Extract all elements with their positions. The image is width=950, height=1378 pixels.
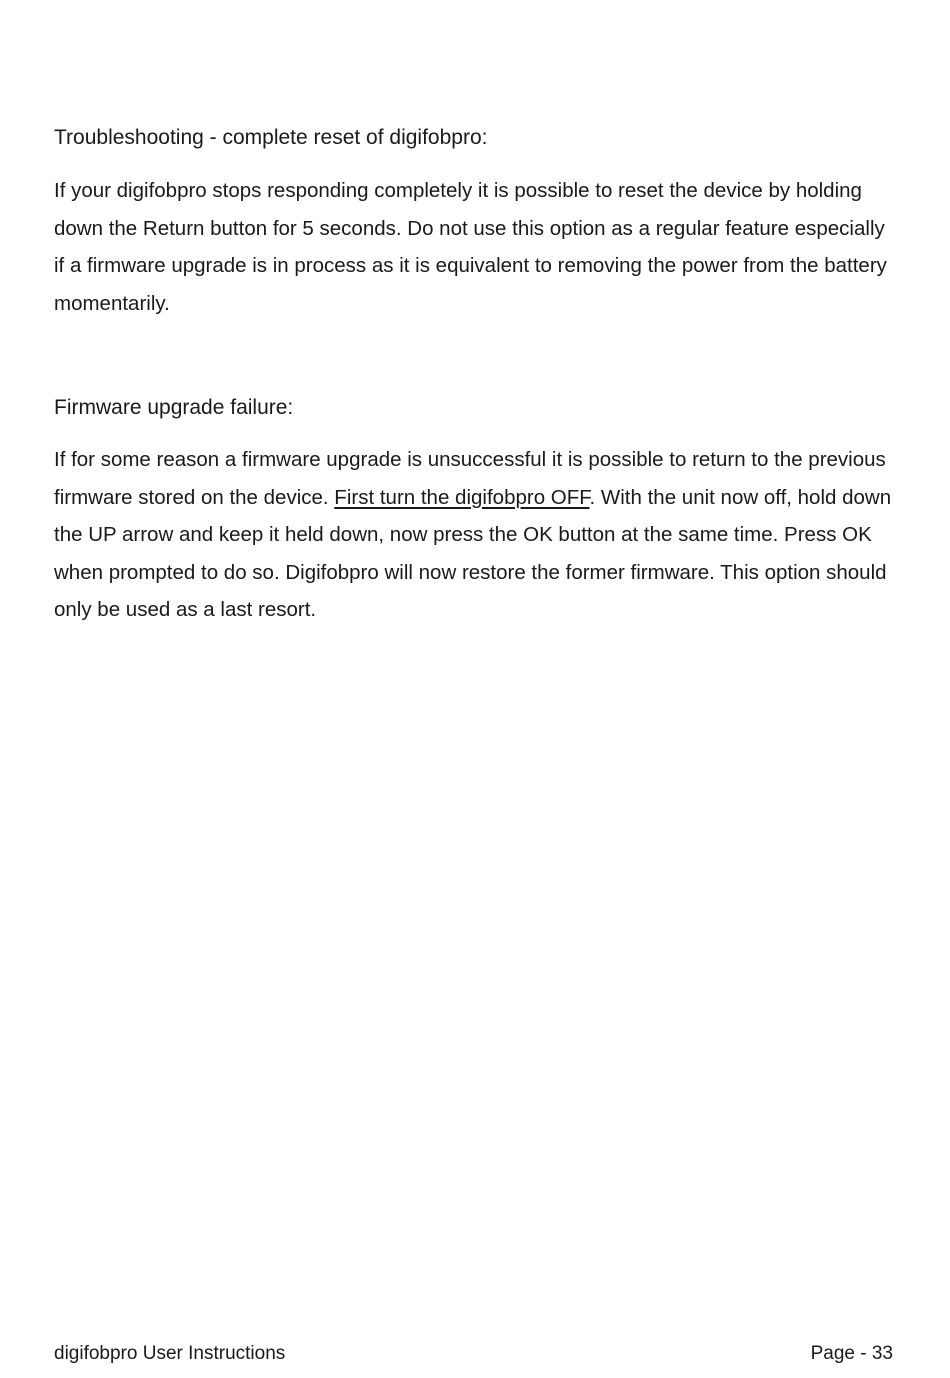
page-footer — [54, 1340, 893, 1368]
firmware-failure-text-end: . With the unit now off, hold down the UP arrow and keep it held down, now press the OK button at the same time. Press OK when prompted to do so. Digifobpro will now restore the former firmware. This option should only be used as a last resort. — [54, 485, 892, 621]
firmware-failure-text-start: If for some reason a firmware upgrade is unsuccessful it is possible to return to the previous firmware stored on the device. — [54, 448, 886, 509]
footer-document-title: digifobpro User Instructions — [54, 1343, 286, 1364]
reset-section-body: If your digifobpro stops responding completely it is possible to reset the device by holding down the Return button for 5 seconds. Do not use this option as a regular feature especially if a firmware upgrade is in process as it is equivalent to removing the power from the battery momentarily. — [54, 179, 887, 315]
firmware-failure-heading: Firmware upgrade failure: — [54, 396, 294, 419]
page-number: Page - 33 — [810, 1343, 893, 1364]
turn-off-instruction: First turn the digifobpro OFF — [334, 485, 590, 509]
firmware-failure-body — [54, 441, 899, 629]
reset-section-heading: Troubleshooting - complete reset of digifobpro: — [54, 126, 488, 149]
